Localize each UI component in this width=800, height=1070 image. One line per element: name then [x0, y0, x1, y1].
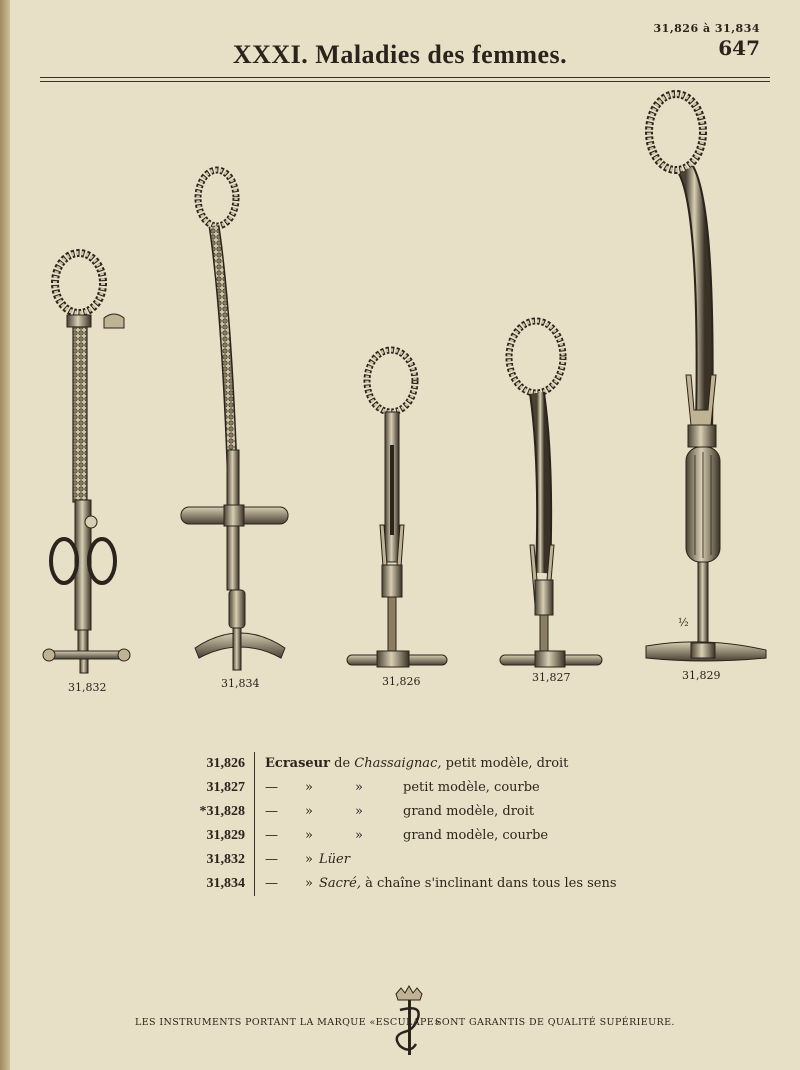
item-number: 31,827 [206, 780, 245, 795]
instrument-31827 [500, 321, 602, 667]
scale-mark: ½ [678, 616, 689, 629]
item-description: — » » grand modèle, droit [265, 804, 535, 819]
item-description: — » » grand modèle, courbe [265, 828, 549, 843]
instrument-31834 [181, 170, 288, 670]
item-number: 31,832 [206, 852, 245, 867]
item-number: 31,826 [206, 756, 245, 771]
item-description: — » Lüer [265, 852, 350, 867]
figure-caption: 31,829 [682, 669, 721, 682]
figure-caption: 31,827 [532, 671, 571, 684]
item-number: 31,834 [206, 876, 245, 891]
table-divider [254, 752, 255, 896]
footer-left: LES INSTRUMENTS PORTANT LA MARQUE «ESCULAPE» [135, 1017, 441, 1028]
item-range: 31,826 à 31,834 [653, 22, 760, 35]
figure-caption: 31,834 [221, 677, 260, 690]
instrument-31832 [43, 253, 130, 673]
instrument-31826 [347, 350, 447, 667]
item-description: — » » petit modèle, courbe [265, 780, 540, 795]
figure-caption: 31,832 [68, 681, 107, 694]
page-title: XXXI. Maladies des femmes. [232, 40, 568, 69]
item-description: Ecraseur de Chassaignac, petit modèle, droit [265, 756, 569, 771]
item-number: *31,828 [199, 804, 245, 819]
item-description: — » Sacré, à chaîne s'inclinant dans tous les sens [265, 876, 617, 891]
page-number: 647 [718, 36, 760, 60]
footer-right: SONT GARANTIS DE QUALITÉ SUPÉRIEURE. [435, 1017, 675, 1028]
instrument-31829 [646, 94, 766, 661]
item-number: 31,829 [206, 828, 245, 843]
figure-caption: 31,826 [382, 675, 421, 688]
